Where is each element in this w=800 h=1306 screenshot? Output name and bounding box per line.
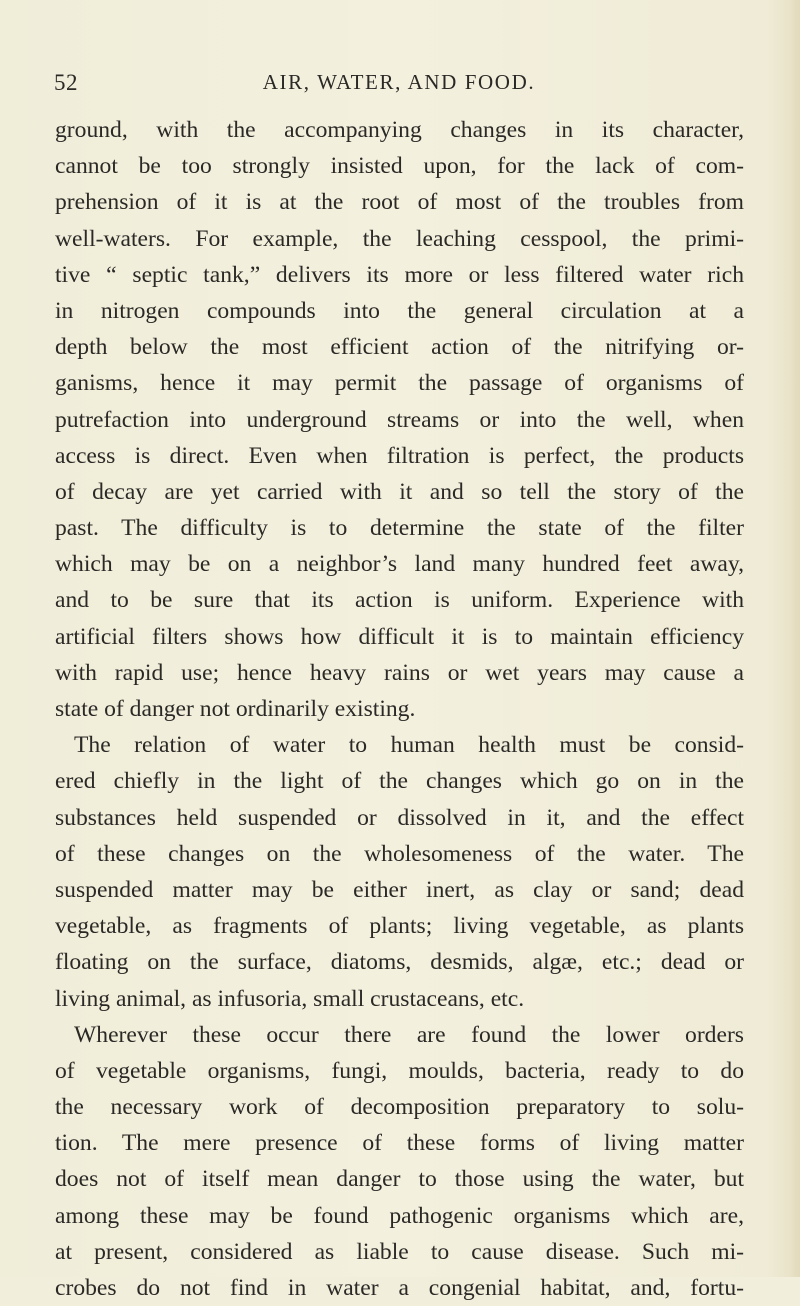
text-line: of vegetable organisms, fungi, moulds, bacteria, ready to do	[55, 1057, 744, 1084]
text-line: state of danger not ordinarily existing.	[55, 696, 416, 722]
text-line: prehension of it is at the root of most of the troubles from	[55, 189, 744, 216]
text-line: suspended matter may be either inert, as clay or sand; dead	[55, 876, 744, 903]
text-line: putrefaction into underground streams or into the well, when	[55, 406, 744, 433]
page-number: 52	[54, 70, 78, 95]
text-line: among these may be found pathogenic organisms which are,	[55, 1202, 744, 1229]
text-line: of decay are yet carried with it and so tell the story of the	[55, 478, 744, 505]
text-line: living animal, as infusoria, small crustaceans, etc.	[55, 985, 525, 1012]
text-line: artificial filters shows how difficult it is to maintain efficiency	[55, 623, 744, 650]
text-line: and to be sure that its action is uniform. Experience with	[55, 587, 744, 614]
text-line: substances held suspended or dissolved in it, and the effect	[55, 804, 744, 831]
page-header	[54, 70, 744, 100]
text-line: at present, considered as liable to cause disease. Such mi-	[55, 1238, 744, 1265]
running-head: AIR, WATER, AND FOOD.	[262, 70, 536, 94]
body-text	[55, 112, 744, 1306]
text-line: crobes do not find in water a congenial habitat, and, fortu-	[55, 1275, 744, 1301]
text-line: ground, with the accompanying changes in its character,	[55, 117, 744, 143]
text-line: The relation of water to human health must be consid-	[74, 732, 744, 759]
text-line: floating on the surface, diatoms, desmids, algæ, etc.; dead or	[55, 949, 744, 976]
text-line: cannot be too strongly insisted upon, for the lack of com-	[55, 153, 744, 180]
text-line: Wherever these occur there are found the lower orders	[74, 1021, 744, 1048]
text-line: which may be on a neighbor’s land many hundred feet away,	[55, 551, 744, 578]
text-line: vegetable, as fragments of plants; living vegetable, as plants	[55, 913, 744, 940]
text-line: depth below the most efficient action of the nitrifying or-	[55, 334, 744, 361]
page-edge	[790, 0, 800, 1277]
text-line: past. The difficulty is to determine the state of the filter	[55, 515, 744, 542]
text-line: tive “ septic tank,” delivers its more or less filtered water rich	[55, 261, 744, 288]
text-line: ganisms, hence it may permit the passage of organisms of	[55, 370, 744, 397]
text-line: ered chiefly in the light of the changes which go on in the	[55, 768, 744, 795]
text-line: access is direct. Even when filtration is perfect, the products	[55, 442, 744, 469]
text-line: well-waters. For example, the leaching cesspool, the primi-	[55, 225, 744, 252]
text-line: of these changes on the wholesomeness of the water. The	[55, 840, 744, 867]
text-line: does not of itself mean danger to those using the water, but	[55, 1166, 744, 1193]
text-line: the necessary work of decomposition preparatory to solu-	[55, 1094, 744, 1121]
text-line: tion. The mere presence of these forms of living matter	[55, 1130, 744, 1157]
text-line: in nitrogen compounds into the general circulation at a	[55, 297, 744, 324]
text-line: with rapid use; hence heavy rains or wet years may cause a	[55, 659, 744, 686]
